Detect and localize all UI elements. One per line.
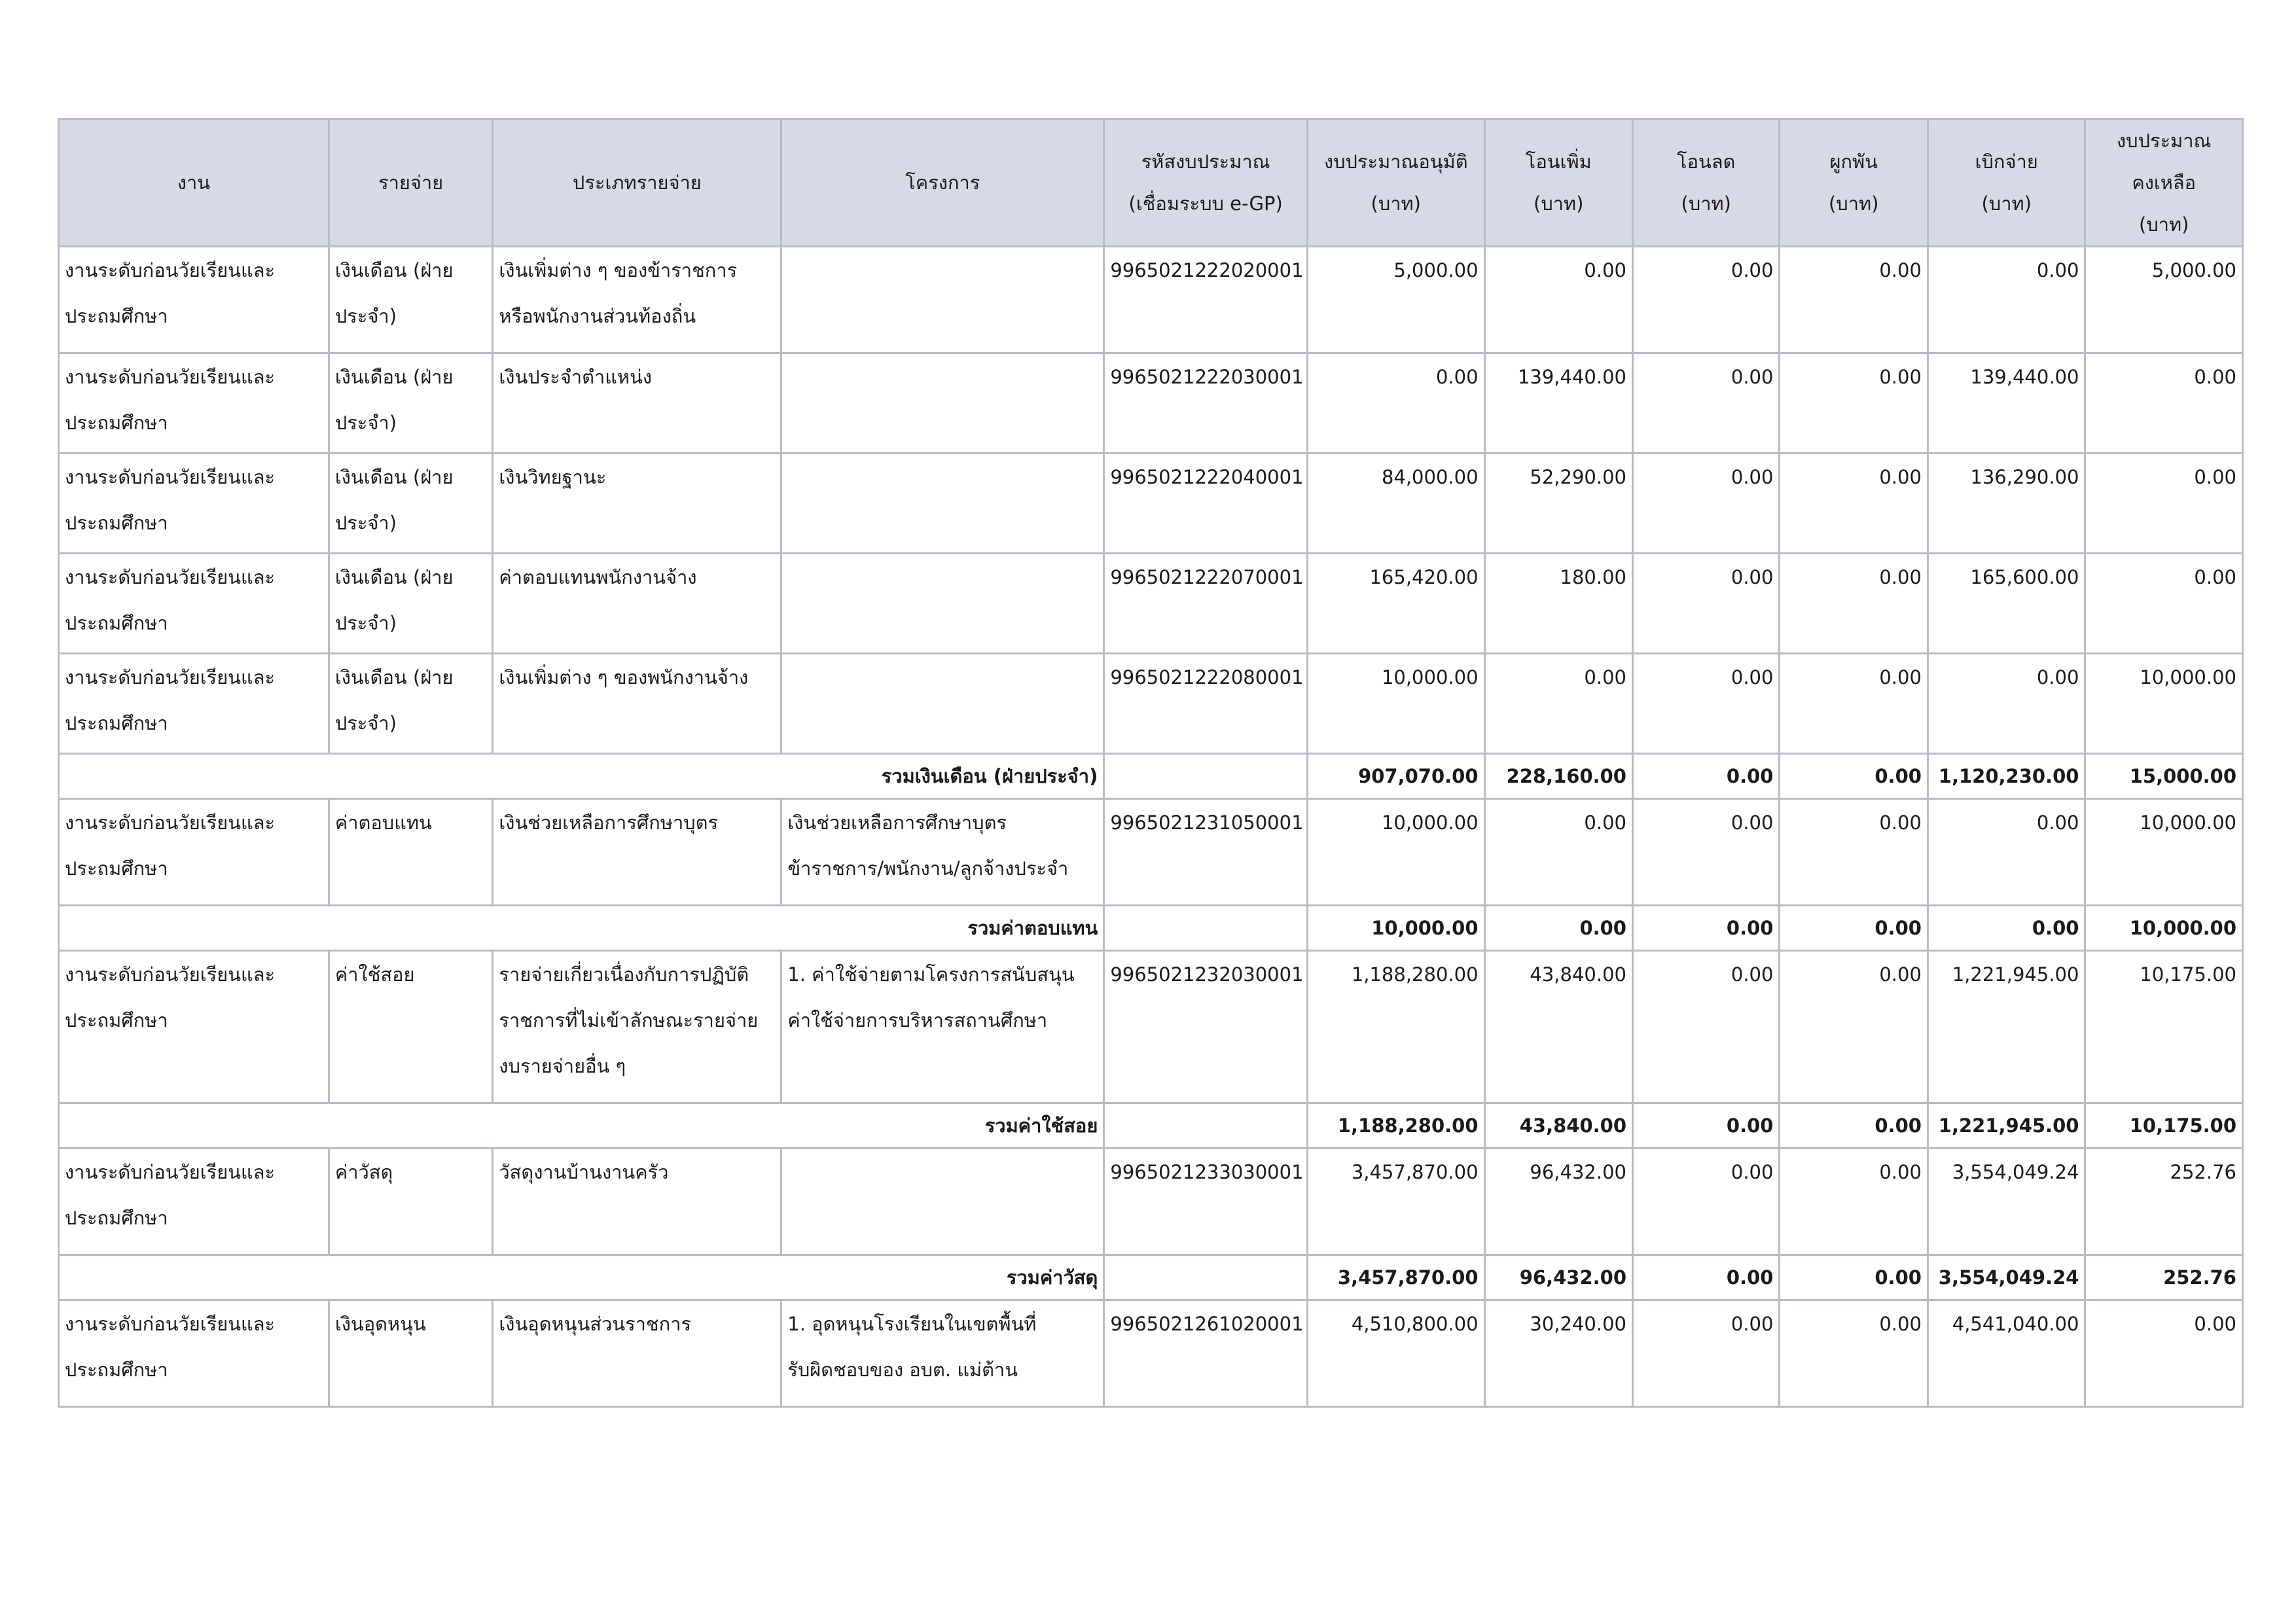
transfer-out-cell: 0.00 <box>1633 1255 1780 1300</box>
transfer-in-cell: 43,840.00 <box>1484 1103 1632 1149</box>
budget-code-cell: 9965021222040001 <box>1104 454 1308 554</box>
work-cell-line: ประถมศึกษา <box>65 712 168 734</box>
expense-type-cell <box>493 654 781 754</box>
col-project-header <box>781 119 1104 247</box>
expense-cell <box>329 454 493 554</box>
table-row <box>59 1149 2243 1255</box>
remaining-cell: 0.00 <box>2085 554 2243 654</box>
project-cell <box>781 1149 1104 1255</box>
approved-cell: 1,188,280.00 <box>1307 1103 1484 1149</box>
expense-type-cell <box>493 353 781 454</box>
work-cell-line: ประถมศึกษา <box>65 1009 168 1031</box>
remaining-cell: 10,000.00 <box>2085 906 2243 951</box>
work-cell-line: ประถมศึกษา <box>65 1207 168 1229</box>
budget-code-cell: 9965021222080001 <box>1104 654 1308 754</box>
transfer-out-cell: 0.00 <box>1633 1103 1780 1149</box>
expense-type-cell-line: เงินช่วยเหลือการศึกษาบุตร <box>499 812 719 834</box>
commitment-cell: 0.00 <box>1780 1255 1928 1300</box>
header-line: รายจ่าย <box>378 171 444 194</box>
project-cell <box>781 554 1104 654</box>
header-line: (บาท) <box>1828 192 1879 215</box>
project-cell-line: 1. อุดหนุนโรงเรียนในเขตพื้นที่ <box>787 1313 1037 1335</box>
approved-cell: 4,510,800.00 <box>1307 1300 1484 1407</box>
budget-table <box>58 118 2244 1408</box>
work-cell <box>59 247 329 353</box>
transfer-out-cell: 0.00 <box>1633 799 1780 906</box>
expense-cell <box>329 799 493 906</box>
transfer-out-cell: 0.00 <box>1633 554 1780 654</box>
disbursed-cell: 139,440.00 <box>1928 353 2085 454</box>
expense-type-cell-line: เงินประจำตำแหน่ง <box>499 366 653 388</box>
expense-cell-line: ประจำ) <box>334 412 397 434</box>
budget-code-cell: 9965021231050001 <box>1104 799 1308 906</box>
col-commitment-header <box>1780 119 1928 247</box>
transfer-out-cell: 0.00 <box>1633 247 1780 353</box>
table-row <box>59 654 2243 754</box>
approved-cell: 907,070.00 <box>1307 754 1484 799</box>
expense-cell <box>329 1300 493 1407</box>
approved-cell: 0.00 <box>1307 353 1484 454</box>
expense-cell <box>329 247 493 353</box>
approved-cell: 10,000.00 <box>1307 654 1484 754</box>
disbursed-cell: 0.00 <box>1928 654 2085 754</box>
expense-cell-line: ค่าใช้สอย <box>334 963 415 986</box>
expense-type-cell <box>493 1149 781 1255</box>
expense-type-cell <box>493 247 781 353</box>
expense-cell <box>329 353 493 454</box>
expense-type-cell-line: รายจ่ายเกี่ยวเนื่องกับการปฏิบัติ <box>499 963 749 986</box>
work-cell <box>59 951 329 1103</box>
disbursed-cell: 3,554,049.24 <box>1928 1255 2085 1300</box>
work-cell-line: งานระดับก่อนวัยเรียนและ <box>65 963 276 986</box>
expense-cell-line: เงินเดือน (ฝ่าย <box>334 566 454 588</box>
transfer-out-cell: 0.00 <box>1633 1149 1780 1255</box>
work-cell-line: ประถมศึกษา <box>65 305 168 327</box>
commitment-cell: 0.00 <box>1780 454 1928 554</box>
budget-code-cell: 9965021261020001 <box>1104 1300 1308 1407</box>
transfer-in-cell: 0.00 <box>1484 906 1632 951</box>
expense-type-cell <box>493 554 781 654</box>
col-remaining-header <box>2085 119 2243 247</box>
transfer-in-cell: 0.00 <box>1484 247 1632 353</box>
work-cell <box>59 654 329 754</box>
expense-type-cell <box>493 951 781 1103</box>
work-cell <box>59 353 329 454</box>
table-row <box>59 1300 2243 1407</box>
table-row <box>59 353 2243 454</box>
header-line: งบประมาณ <box>2117 130 2212 152</box>
subtotal-label: รวมค่าตอบแทน <box>59 906 1104 951</box>
work-cell-line: ประถมศึกษา <box>65 857 168 880</box>
transfer-in-cell: 30,240.00 <box>1484 1300 1632 1407</box>
remaining-cell: 0.00 <box>2085 454 2243 554</box>
commitment-cell: 0.00 <box>1780 799 1928 906</box>
expense-cell <box>329 951 493 1103</box>
table-row <box>59 247 2243 353</box>
header-line: (บาท) <box>1371 192 1421 215</box>
disbursed-cell: 165,600.00 <box>1928 554 2085 654</box>
remaining-cell: 10,175.00 <box>2085 951 2243 1103</box>
disbursed-cell: 1,120,230.00 <box>1928 754 2085 799</box>
col-disbursed-header <box>1928 119 2085 247</box>
expense-type-cell-line: วัสดุงานบ้านงานครัว <box>499 1161 669 1183</box>
transfer-in-cell: 96,432.00 <box>1484 1255 1632 1300</box>
work-cell-line: งานระดับก่อนวัยเรียนและ <box>65 466 276 488</box>
budget-code-cell: 9965021232030001 <box>1104 951 1308 1103</box>
approved-cell: 5,000.00 <box>1307 247 1484 353</box>
table-body <box>59 247 2243 1407</box>
col-expense-header <box>329 119 493 247</box>
header-line: ประเภทรายจ่าย <box>572 171 702 194</box>
transfer-in-cell: 139,440.00 <box>1484 353 1632 454</box>
commitment-cell: 0.00 <box>1780 247 1928 353</box>
disbursed-cell: 1,221,945.00 <box>1928 1103 2085 1149</box>
subtotal-label: รวมค่าวัสดุ <box>59 1255 1104 1300</box>
project-cell <box>781 951 1104 1103</box>
approved-cell: 84,000.00 <box>1307 454 1484 554</box>
remaining-cell: 252.76 <box>2085 1255 2243 1300</box>
project-cell <box>781 654 1104 754</box>
header-line: รหัสงบประมาณ <box>1141 151 1270 173</box>
budget-code-cell: 9965021222030001 <box>1104 353 1308 454</box>
header-line: โอนลด <box>1677 151 1736 173</box>
subtotal-code-cell <box>1104 906 1308 951</box>
transfer-out-cell: 0.00 <box>1633 906 1780 951</box>
col-transfer-out-header <box>1633 119 1780 247</box>
header-line: โอนเพิ่ม <box>1525 151 1592 173</box>
col-budget-code-header <box>1104 119 1308 247</box>
commitment-cell: 0.00 <box>1780 951 1928 1103</box>
remaining-cell: 252.76 <box>2085 1149 2243 1255</box>
work-cell-line: งานระดับก่อนวัยเรียนและ <box>65 1161 276 1183</box>
transfer-in-cell: 52,290.00 <box>1484 454 1632 554</box>
table-row <box>59 554 2243 654</box>
work-cell-line: งานระดับก่อนวัยเรียนและ <box>65 812 276 834</box>
budget-code-cell: 9965021222020001 <box>1104 247 1308 353</box>
expense-type-cell <box>493 1300 781 1407</box>
table-row <box>59 454 2243 554</box>
expense-cell-line: เงินอุดหนุน <box>334 1313 426 1335</box>
subtotal-label: รวมค่าใช้สอย <box>59 1103 1104 1149</box>
commitment-cell: 0.00 <box>1780 353 1928 454</box>
subtotal-row <box>59 1255 2243 1300</box>
expense-type-cell-line: ค่าตอบแทนพนักงานจ้าง <box>499 566 697 588</box>
col-approved-header <box>1307 119 1484 247</box>
approved-cell: 3,457,870.00 <box>1307 1149 1484 1255</box>
header-row <box>59 119 2243 247</box>
work-cell <box>59 554 329 654</box>
remaining-cell: 10,000.00 <box>2085 799 2243 906</box>
project-cell <box>781 454 1104 554</box>
work-cell <box>59 1149 329 1255</box>
disbursed-cell: 4,541,040.00 <box>1928 1300 2085 1407</box>
project-cell-line: รับผิดชอบของ อบต. แม่ต้าน <box>787 1359 1018 1381</box>
remaining-cell: 10,000.00 <box>2085 654 2243 754</box>
col-work-header <box>59 119 329 247</box>
subtotal-row <box>59 906 2243 951</box>
subtotal-code-cell <box>1104 754 1308 799</box>
expense-cell-line: เงินเดือน (ฝ่าย <box>334 259 454 281</box>
subtotal-label: รวมเงินเดือน (ฝ่ายประจำ) <box>59 754 1104 799</box>
remaining-cell: 10,175.00 <box>2085 1103 2243 1149</box>
disbursed-cell: 0.00 <box>1928 906 2085 951</box>
transfer-in-cell: 43,840.00 <box>1484 951 1632 1103</box>
disbursed-cell: 136,290.00 <box>1928 454 2085 554</box>
header-line: ผูกพัน <box>1829 151 1878 173</box>
expense-type-cell-line: ราชการที่ไม่เข้าลักษณะรายจ่าย <box>499 1009 759 1031</box>
transfer-in-cell: 96,432.00 <box>1484 1149 1632 1255</box>
col-transfer-in-header <box>1484 119 1632 247</box>
budget-sheet <box>58 118 2244 1408</box>
header-line: (บาท) <box>2139 213 2189 236</box>
subtotal-row <box>59 1103 2243 1149</box>
subtotal-code-cell <box>1104 1255 1308 1300</box>
commitment-cell: 0.00 <box>1780 754 1928 799</box>
project-cell-line: เงินช่วยเหลือการศึกษาบุตร <box>787 812 1007 834</box>
expense-cell <box>329 1149 493 1255</box>
remaining-cell: 15,000.00 <box>2085 754 2243 799</box>
transfer-out-cell: 0.00 <box>1633 454 1780 554</box>
expense-type-cell-line: เงินวิทยฐานะ <box>499 466 607 488</box>
work-cell-line: ประถมศึกษา <box>65 1359 168 1381</box>
header-line: งาน <box>177 171 211 194</box>
commitment-cell: 0.00 <box>1780 1149 1928 1255</box>
expense-type-cell-line: งบรายจ่ายอื่น ๆ <box>499 1055 626 1077</box>
work-cell <box>59 799 329 906</box>
subtotal-code-cell <box>1104 1103 1308 1149</box>
budget-code-cell: 9965021233030001 <box>1104 1149 1308 1255</box>
expense-cell-line: ประจำ) <box>334 305 397 327</box>
expense-cell-line: เงินเดือน (ฝ่าย <box>334 666 454 688</box>
transfer-in-cell: 180.00 <box>1484 554 1632 654</box>
project-cell <box>781 799 1104 906</box>
work-cell-line: งานระดับก่อนวัยเรียนและ <box>65 1313 276 1335</box>
remaining-cell: 0.00 <box>2085 353 2243 454</box>
project-cell <box>781 353 1104 454</box>
work-cell-line: ประถมศึกษา <box>65 512 168 534</box>
header-line: โครงการ <box>905 171 980 194</box>
work-cell-line: ประถมศึกษา <box>65 412 168 434</box>
expense-cell-line: เงินเดือน (ฝ่าย <box>334 366 454 388</box>
table-row <box>59 799 2243 906</box>
transfer-out-cell: 0.00 <box>1633 654 1780 754</box>
work-cell-line: งานระดับก่อนวัยเรียนและ <box>65 259 276 281</box>
work-cell-line: งานระดับก่อนวัยเรียนและ <box>65 666 276 688</box>
expense-cell <box>329 654 493 754</box>
disbursed-cell: 0.00 <box>1928 799 2085 906</box>
expense-type-cell-line: เงินเพิ่มต่าง ๆ ของข้าราชการ <box>499 259 738 281</box>
approved-cell: 3,457,870.00 <box>1307 1255 1484 1300</box>
commitment-cell: 0.00 <box>1780 554 1928 654</box>
disbursed-cell: 0.00 <box>1928 247 2085 353</box>
project-cell-line: ข้าราชการ/พนักงาน/ลูกจ้างประจำ <box>787 857 1069 880</box>
work-cell-line: งานระดับก่อนวัยเรียนและ <box>65 566 276 588</box>
disbursed-cell: 1,221,945.00 <box>1928 951 2085 1103</box>
expense-type-cell <box>493 799 781 906</box>
work-cell <box>59 1300 329 1407</box>
subtotal-row <box>59 754 2243 799</box>
approved-cell: 1,188,280.00 <box>1307 951 1484 1103</box>
approved-cell: 10,000.00 <box>1307 799 1484 906</box>
work-cell <box>59 454 329 554</box>
project-cell-line: 1. ค่าใช้จ่ายตามโครงการสนับสนุน <box>787 963 1075 986</box>
disbursed-cell: 3,554,049.24 <box>1928 1149 2085 1255</box>
header-line: (เชื่อมระบบ e-GP) <box>1128 192 1283 215</box>
expense-type-cell-line: เงินอุดหนุนส่วนราชการ <box>499 1313 692 1335</box>
project-cell-line: ค่าใช้จ่ายการบริหารสถานศึกษา <box>787 1009 1048 1031</box>
expense-cell-line: เงินเดือน (ฝ่าย <box>334 466 454 488</box>
budget-code-cell: 9965021222070001 <box>1104 554 1308 654</box>
transfer-in-cell: 228,160.00 <box>1484 754 1632 799</box>
transfer-in-cell: 0.00 <box>1484 654 1632 754</box>
expense-cell-line: ประจำ) <box>334 712 397 734</box>
approved-cell: 10,000.00 <box>1307 906 1484 951</box>
transfer-out-cell: 0.00 <box>1633 951 1780 1103</box>
expense-type-cell-line: เงินเพิ่มต่าง ๆ ของพนักงานจ้าง <box>499 666 749 688</box>
commitment-cell: 0.00 <box>1780 1103 1928 1149</box>
expense-type-cell <box>493 454 781 554</box>
commitment-cell: 0.00 <box>1780 906 1928 951</box>
transfer-out-cell: 0.00 <box>1633 1300 1780 1407</box>
transfer-out-cell: 0.00 <box>1633 754 1780 799</box>
header-line: งบประมาณอนุมัติ <box>1323 151 1468 173</box>
expense-cell <box>329 554 493 654</box>
header-line: คงเหลือ <box>2132 171 2197 194</box>
table-row <box>59 951 2243 1103</box>
approved-cell: 165,420.00 <box>1307 554 1484 654</box>
transfer-in-cell: 0.00 <box>1484 799 1632 906</box>
project-cell <box>781 1300 1104 1407</box>
work-cell-line: งานระดับก่อนวัยเรียนและ <box>65 366 276 388</box>
commitment-cell: 0.00 <box>1780 1300 1928 1407</box>
expense-cell-line: ประจำ) <box>334 612 397 634</box>
header-line: เบิกจ่าย <box>1975 151 2038 173</box>
col-expense-type-header <box>493 119 781 247</box>
header-line: (บาท) <box>1681 192 1731 215</box>
expense-cell-line: ค่าตอบแทน <box>334 812 432 834</box>
remaining-cell: 0.00 <box>2085 1300 2243 1407</box>
work-cell-line: ประถมศึกษา <box>65 612 168 634</box>
table-header <box>59 119 2243 247</box>
project-cell <box>781 247 1104 353</box>
transfer-out-cell: 0.00 <box>1633 353 1780 454</box>
header-line: (บาท) <box>1981 192 2032 215</box>
expense-type-cell-line: หรือพนักงานส่วนท้องถิ่น <box>499 305 696 327</box>
expense-cell-line: ค่าวัสดุ <box>334 1161 393 1183</box>
commitment-cell: 0.00 <box>1780 654 1928 754</box>
remaining-cell: 5,000.00 <box>2085 247 2243 353</box>
expense-cell-line: ประจำ) <box>334 512 397 534</box>
header-line: (บาท) <box>1534 192 1584 215</box>
